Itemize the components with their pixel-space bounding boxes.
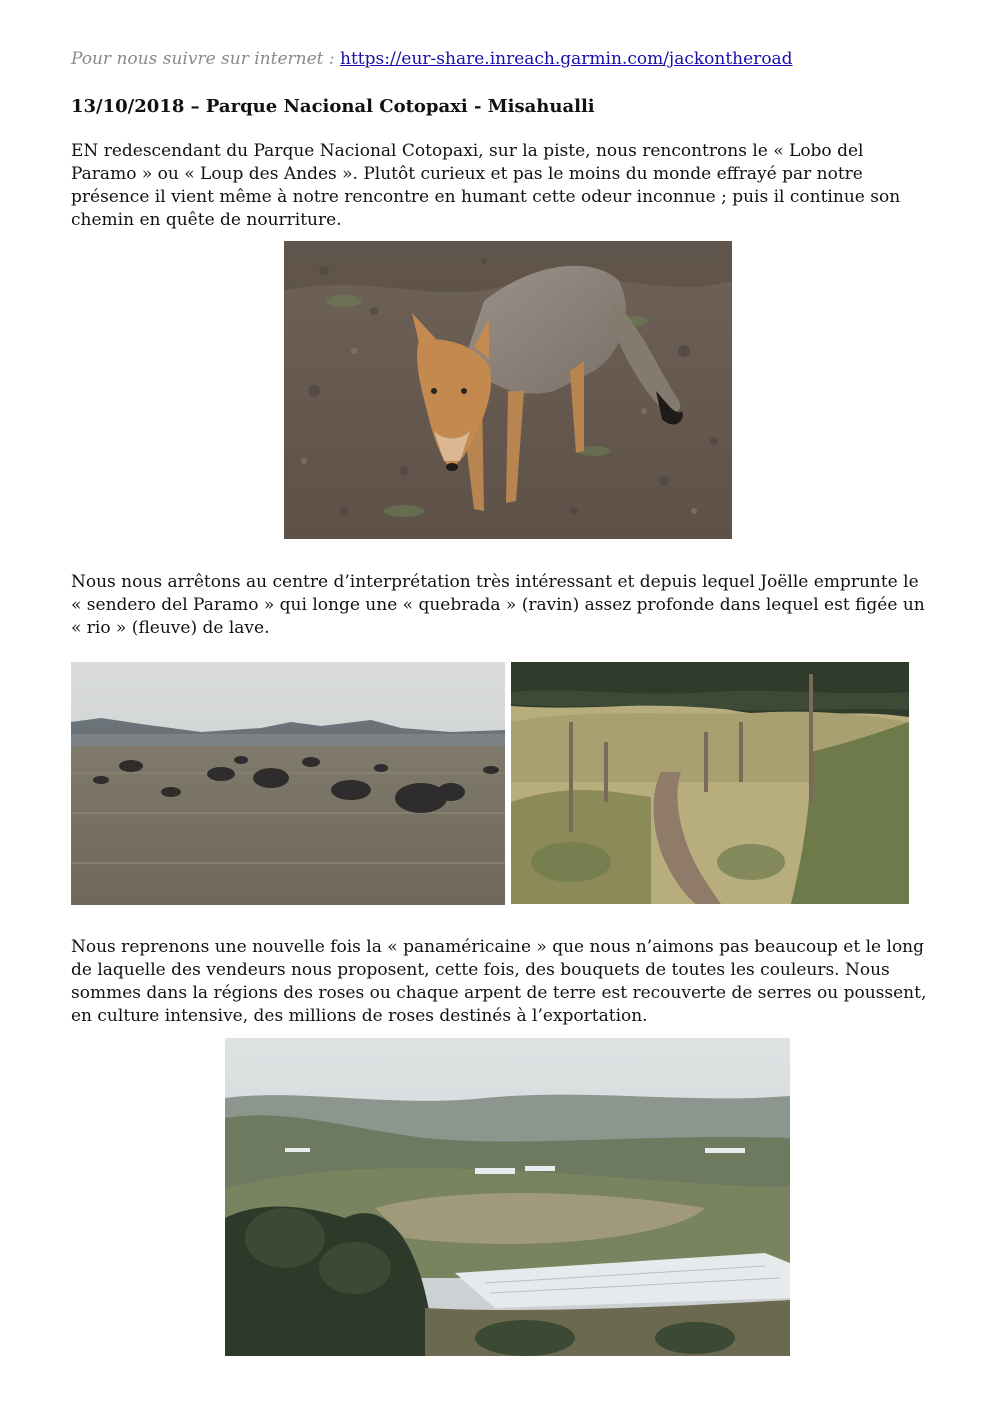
paragraph-wolf [71,140,943,232]
paragraph-interpretation-center [71,571,943,640]
text-line: « sendero del Paramo » qui longe une « quebrada » (ravin) assez profonde dans lequel est figée un [71,595,925,615]
text-line: en culture intensive, des millions de roses destinés à l’exportation. [71,1006,648,1026]
text-line: sommes dans la régions des roses ou chaque arpent de terre est recouverte de serres ou poussent, [71,983,927,1003]
text-line: de laquelle des vendeurs nous proposent, cette fois, des bouquets de toutes les couleurs. Nous [71,960,890,980]
paragraph-panamericana [71,936,943,1028]
text-line: chemin en quête de nourriture. [71,210,342,230]
photo-andean-fox [284,241,732,539]
tracking-link[interactable]: https://eur-share.inreach.garmin.com/jackontheroad [340,49,793,69]
text-line: « rio » (fleuve) de lave. [71,618,270,638]
text-line: Paramo » ou « Loup des Andes ». Plutôt curieux et pas le moins du monde effrayé par notre [71,164,863,184]
follow-label: Pour nous suivre sur internet : [71,49,341,69]
follow-line [71,48,793,71]
text-line: Nous nous arrêtons au centre d’interprétation très intéressant et depuis lequel Joëlle emprunte le [71,572,919,592]
photo-paramo-trail [511,662,909,904]
text-line: présence il vient même à notre rencontre en humant cette odeur inconnue ; puis il continue son [71,187,901,207]
photo-rose-greenhouses-valley [225,1038,790,1356]
photo-lava-plain [71,662,505,905]
text-line: Nous reprenons une nouvelle fois la « panaméricaine » que nous n’aimons pas beaucoup et le long [71,937,925,957]
page-title: 13/10/2018 – Parque Nacional Cotopaxi - Misahualli [71,96,595,117]
text-line: EN redescendant du Parque Nacional Cotopaxi, sur la piste, nous rencontrons le « Lobo del [71,141,864,161]
